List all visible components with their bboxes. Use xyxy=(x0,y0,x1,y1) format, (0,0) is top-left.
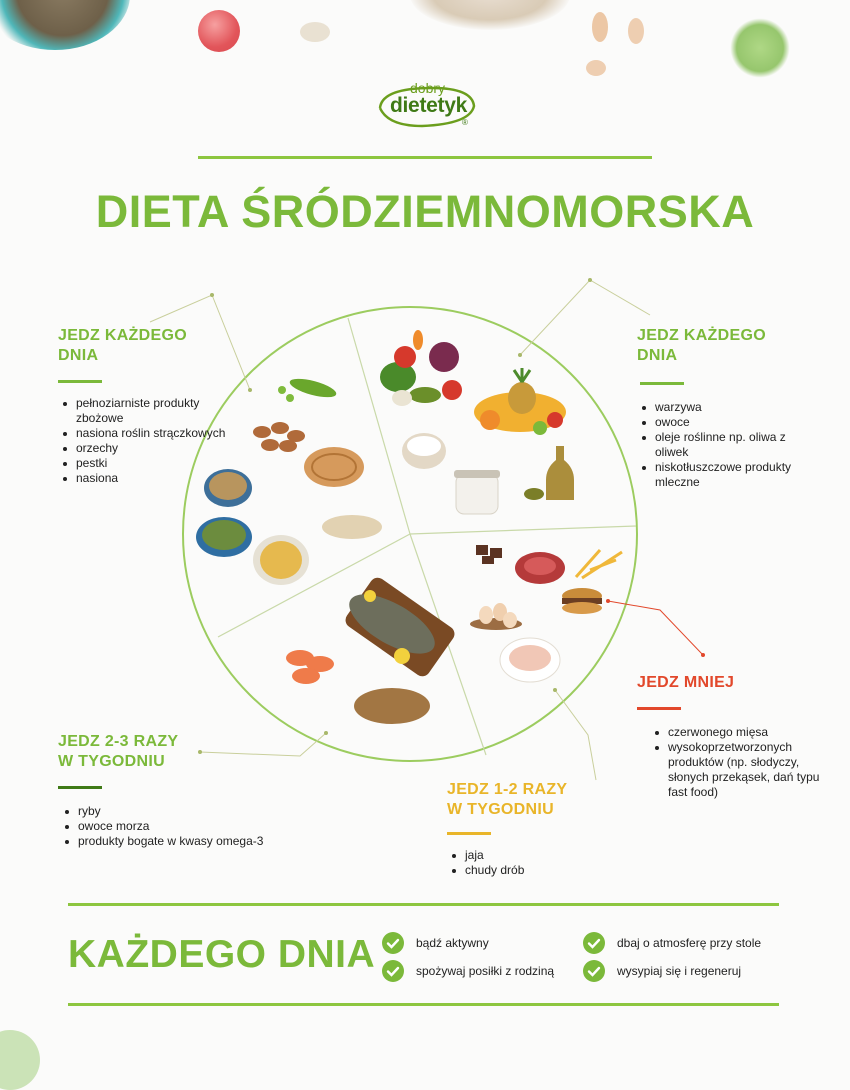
list-item: nasiona roślin strączkowych xyxy=(76,426,226,440)
list-item: czerwonego mięsa xyxy=(668,725,828,740)
tip-item xyxy=(382,932,489,954)
list-item: warzywa xyxy=(655,400,805,415)
check-icon xyxy=(382,932,404,954)
leader-dot xyxy=(210,293,214,297)
list-item: chudy drób xyxy=(465,863,605,878)
grains-pile-icon xyxy=(354,688,430,724)
list-item: owoce morza xyxy=(78,819,308,834)
list-item: orzechy xyxy=(76,441,226,456)
group-items-list xyxy=(637,400,805,490)
eggs-icon xyxy=(470,603,522,630)
cottage-cheese-bowl-icon xyxy=(402,433,446,469)
segment-divider xyxy=(410,526,636,534)
check-icon xyxy=(583,932,605,954)
group-items-list xyxy=(58,396,226,486)
list-item: pełnoziarniste produkty zbożowe xyxy=(76,396,226,426)
group-heading-line2: W TYGODNIU xyxy=(447,801,554,818)
logo-top-text: dobry xyxy=(410,80,446,96)
sunflower-seeds-icon xyxy=(322,515,382,539)
chocolate-icon xyxy=(476,545,502,564)
group-items-list xyxy=(447,848,605,878)
group-grains-daily xyxy=(58,326,228,486)
french-fries-icon xyxy=(576,550,622,578)
leader-dot-red xyxy=(701,653,705,657)
group-underline xyxy=(447,832,491,835)
olive-oil-bottle-icon xyxy=(524,446,574,500)
vegetables-fruits-segment xyxy=(380,330,574,514)
vegetables-icon xyxy=(380,330,462,406)
group-items-list xyxy=(58,804,308,849)
almonds-icon xyxy=(253,422,305,452)
group-heading-line1: JEDZ KAŻDEGO xyxy=(637,327,766,344)
group-heading-line1: JEDZ 2-3 RAZY xyxy=(58,733,179,750)
leader-dot-red xyxy=(606,599,610,603)
group-underline xyxy=(640,382,684,385)
list-item: owoce xyxy=(655,415,805,430)
list-item: niskotłuszczowe produkty mleczne xyxy=(655,460,805,490)
leader-line-red xyxy=(608,601,703,655)
tip-label: bądź aktywny xyxy=(416,936,489,950)
pasta-icon xyxy=(304,447,364,487)
list-item: oleje roślinne np. oliwa z oliwek xyxy=(655,430,805,460)
tip-item xyxy=(583,960,741,982)
group-heading-line1: JEDZ KAŻDEGO xyxy=(58,327,187,344)
fish-board-icon xyxy=(340,575,457,680)
group-items-list xyxy=(637,725,828,800)
group-vegetables-daily xyxy=(637,326,807,490)
chicken-breast-icon xyxy=(500,638,560,682)
group-heading-line1: JEDZ 1-2 RAZY xyxy=(447,781,568,798)
tip-label: dbaj o atmosferę przy stole xyxy=(617,936,762,950)
eggs-poultry-segment xyxy=(470,603,560,682)
burger-icon xyxy=(562,588,602,614)
logo-registered-mark: ® xyxy=(462,118,468,127)
group-heading-line2: DNIA xyxy=(637,347,678,364)
group-fish-weekly xyxy=(58,732,298,849)
tip-label: spożywaj posiłki z rodziną xyxy=(416,964,555,978)
group-heading-line2: DNIA xyxy=(58,347,99,364)
leader-dot xyxy=(518,353,522,357)
shrimps-icon xyxy=(286,650,334,684)
bottom-top-divider xyxy=(68,903,779,906)
tip-item xyxy=(583,932,761,954)
leader-dot xyxy=(324,731,328,735)
group-eggs-weekly xyxy=(447,780,607,878)
pumpkin-seeds-bowl-icon xyxy=(196,517,252,557)
list-item: jaja xyxy=(465,848,605,863)
logo-main-text: dietetyk xyxy=(390,94,467,117)
leader-line xyxy=(520,280,650,355)
group-heading-line1: JEDZ MNIEJ xyxy=(637,674,735,691)
yogurt-jar-icon xyxy=(454,470,500,514)
page-title: DIETA ŚRÓDZIEMNOMORSKA xyxy=(95,186,755,237)
peas-icon xyxy=(278,375,338,402)
leader-dot xyxy=(588,278,592,282)
list-item: wysokoprzetworzonych produktów (np. słodyczy, słonych przekąsek, dań typu fast food) xyxy=(668,740,828,800)
list-item: ryby xyxy=(78,804,308,819)
fruits-icon xyxy=(474,368,566,435)
check-icon xyxy=(382,960,404,982)
list-item: nasiona xyxy=(76,471,226,486)
tip-label: wysypiaj się i regeneruj xyxy=(617,964,742,978)
list-item: pestki xyxy=(76,456,226,471)
group-eat-less xyxy=(637,673,820,800)
every-day-title: KAŻDEGO DNIA xyxy=(68,933,376,976)
bottom-bottom-divider xyxy=(68,1003,779,1006)
group-underline xyxy=(58,380,102,383)
check-icon xyxy=(583,960,605,982)
group-heading-line2: W TYGODNIU xyxy=(58,753,165,770)
leader-dot xyxy=(553,688,557,692)
group-underline xyxy=(58,786,102,789)
tip-item xyxy=(382,960,554,982)
list-item: produkty bogate w kwasy omega-3 xyxy=(78,834,308,849)
red-meat-icon xyxy=(515,552,565,584)
chickpeas-bowl-icon xyxy=(253,535,309,585)
group-underline xyxy=(637,707,681,710)
leader-dot xyxy=(248,388,252,392)
